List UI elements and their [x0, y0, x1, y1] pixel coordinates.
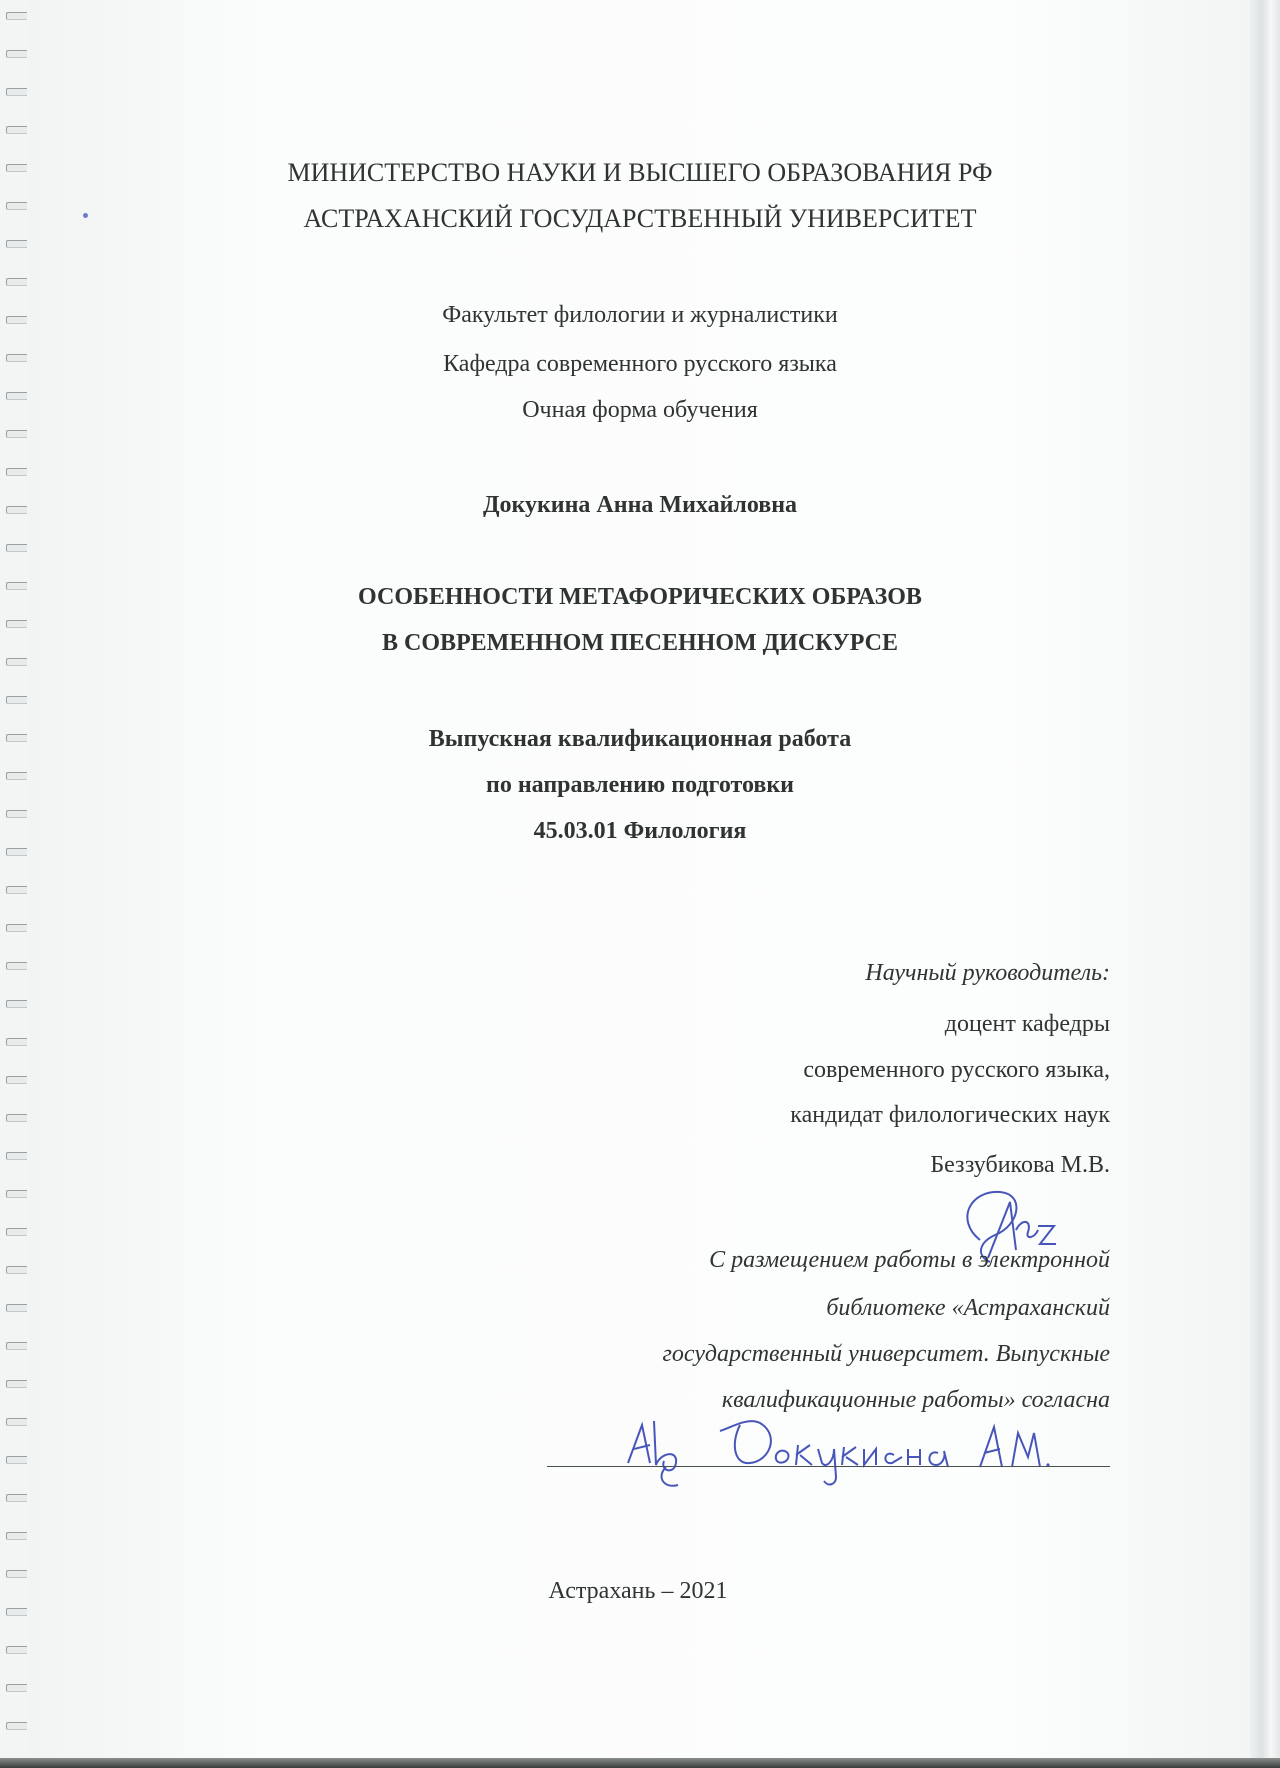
binding-hole [6, 1418, 27, 1426]
thesis-title-line-2: В СОВРЕМЕННОМ ПЕСЕННОМ ДИСКУРСЕ [381, 630, 898, 656]
supervisor-heading: Научный руководитель: [865, 960, 1110, 986]
binding-hole [6, 240, 27, 248]
page-stack-edge [1250, 0, 1280, 1768]
university-line: АСТРАХАНСКИЙ ГОСУДАРСТВЕННЫЙ УНИВЕРСИТЕТ [303, 204, 977, 233]
binding-hole [6, 620, 27, 628]
binding-hole [6, 1304, 27, 1312]
binding-hole [6, 924, 27, 932]
supervisor-degree: кандидат филологических наук [790, 1102, 1110, 1128]
binding-hole [6, 1076, 27, 1084]
binding-hole [6, 1114, 27, 1122]
binding-hole [6, 696, 27, 704]
department-line: Кафедра современного русского языка [443, 351, 837, 377]
binding-hole [6, 1646, 27, 1654]
binding-hole [6, 962, 27, 970]
binding-hole [6, 1532, 27, 1540]
binding-hole [6, 886, 27, 894]
consent-line-3: государственный университет. Выпускные [662, 1341, 1110, 1367]
binding-hole [6, 126, 27, 134]
binding-hole [6, 430, 27, 438]
binding-hole [6, 1228, 27, 1236]
supervisor-department: современного русского языка, [803, 1057, 1110, 1083]
faculty-line: Факультет филологии и журналистики [442, 302, 838, 328]
work-type-line-3: 45.03.01 Филология [533, 818, 747, 844]
thesis-title-line-1: ОСОБЕННОСТИ МЕТАФОРИЧЕСКИХ ОБРАЗОВ [358, 584, 922, 610]
signature-line [547, 1466, 1110, 1467]
binding-hole [6, 658, 27, 666]
city-year: Астрахань – 2021 [548, 1578, 728, 1604]
spiral-binding [0, 0, 28, 1768]
binding-hole [6, 1608, 27, 1616]
supervisor-position: доцент кафедры [944, 1011, 1110, 1037]
binding-hole [6, 468, 27, 476]
consent-line-2: библиотеке «Астраханский [826, 1295, 1110, 1321]
binding-hole [6, 1722, 27, 1730]
consent-line-1: С размещением работы в электронной [709, 1247, 1110, 1273]
scan-bottom-edge [0, 1758, 1280, 1768]
binding-hole [6, 848, 27, 856]
work-type-line-1: Выпускная квалификационная работа [428, 726, 852, 752]
binding-hole [6, 50, 27, 58]
binding-hole [6, 278, 27, 286]
supervisor-name: Беззубикова М.В. [930, 1152, 1110, 1178]
binding-hole [6, 1494, 27, 1502]
binding-hole [6, 1152, 27, 1160]
binding-hole [6, 1000, 27, 1008]
binding-hole [6, 544, 27, 552]
work-type-line-2: по направлению подготовки [485, 772, 795, 798]
ministry-line: МИНИСТЕРСТВО НАУКИ И ВЫСШЕГО ОБРАЗОВАНИЯ РФ [287, 158, 993, 187]
binding-hole [6, 1456, 27, 1464]
binding-hole [6, 1038, 27, 1046]
binding-hole [6, 1684, 27, 1692]
binding-hole [6, 1266, 27, 1274]
document-page [22, 0, 1250, 1768]
binding-hole [6, 1380, 27, 1388]
student-signature [620, 1405, 1090, 1495]
binding-hole [6, 1190, 27, 1198]
binding-hole [6, 12, 27, 20]
author-name: Докукина Анна Михайловна [482, 492, 798, 518]
study-form-line: Очная форма обучения [522, 397, 758, 423]
binding-hole [6, 1342, 27, 1350]
binding-hole [6, 88, 27, 96]
consent-line-4: квалификационные работы» согласна [721, 1387, 1110, 1413]
